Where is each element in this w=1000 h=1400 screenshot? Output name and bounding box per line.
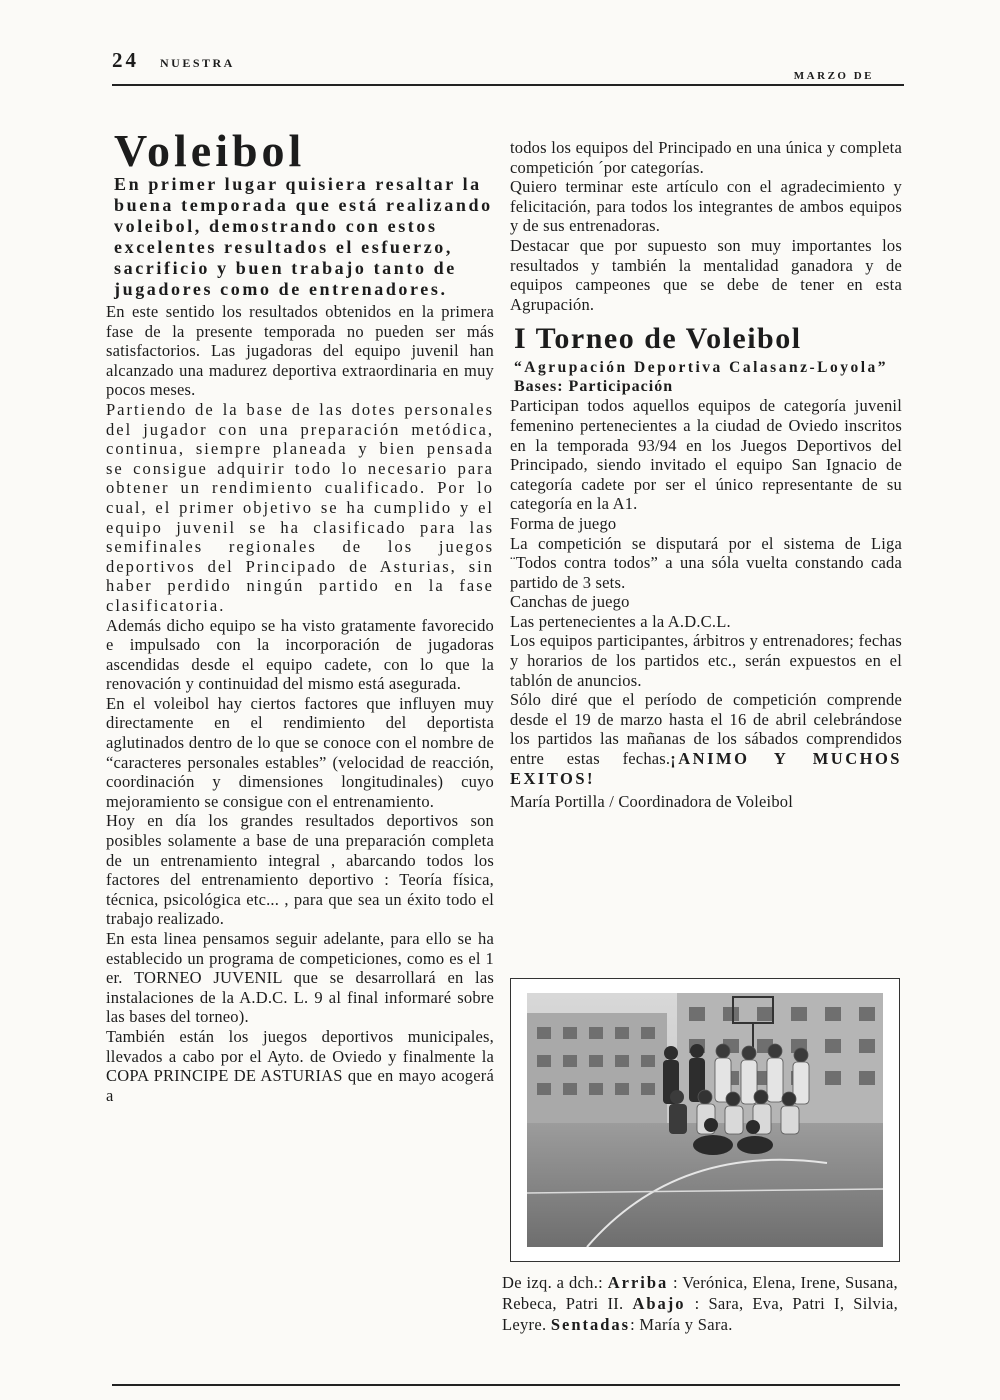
torneo-final-bold: ¡ANIMO Y MUCHOS EXITOS! <box>510 749 902 788</box>
article-paragraph: todos los equipos del Principado en una única y completa competición ´por categorías. <box>510 138 902 177</box>
article-lede: En primer lugar quisiera resaltar la buena temporada que está realizando voleibol, demostrando con estos excelentes resultados el esfuerzo, sacrificio y buen trabajo tanto de jugadores como de entrenadores. <box>114 174 493 299</box>
torneo-paragraph: La competición se disputará por el sistema de Liga ¨Todos contra todos” a una sóla vuelta constando cada partido de 3 sets. <box>510 533 902 592</box>
caption-abajo-names: : Sara, Eva, Patri I, Silvia, Leyre. <box>502 1294 898 1334</box>
torneo-heading-canchas: Canchas de juego <box>510 592 630 612</box>
photo-caption <box>502 1272 898 1335</box>
article-paragraph: También están los juegos deportivos municipales, llevados a cabo por el Ayto. de Oviedo y finalmente la COPA PRINCIPE DE ASTURIAS que en mayo acogerá a <box>106 1026 494 1105</box>
torneo-final-text: Sólo diré que el período de competición comprende desde el 19 de marzo hasta el 16 de abril celebrándose los partidos las mañanas de los sábados comprendidos entre estas fechas. <box>510 690 902 769</box>
caption-arriba-names: : Verónica, Elena, Irene, Susana, Rebeca, Patri II. <box>502 1273 898 1313</box>
article-paragraph: En esta linea pensamos seguir adelante, para ello se ha establecido un programa de competiciones, como es el 1 er. TORNEO JUVENIL que se desarrollará en las instalaciones de la A.D.C. L. 9 al final informaré sobre las bases del torneo). <box>106 929 494 1027</box>
issue-date: MARZO DE <box>793 70 874 82</box>
article-continuation <box>510 138 902 314</box>
footer-rule <box>112 1384 900 1386</box>
caption-prefix: De izq. a dch.: <box>502 1273 608 1292</box>
team-photo-image <box>527 993 883 1247</box>
page-number: 24 <box>112 48 139 72</box>
torneo-paragraph: Las pertenecientes a la A.D.C.L. <box>510 611 731 631</box>
article-paragraph: En este sentido los resultados obtenidos en la primera fase de la presente temporada no pueden ser más satisfactorios. Las jugadoras del equipo juvenil han alcanzado una madurez deportiva extraordinaria en muy pocos meses. <box>106 302 494 400</box>
caption-arriba-label: Arriba <box>607 1273 669 1292</box>
left-column <box>106 125 494 1105</box>
torneo-paragraph: Los equipos participantes, árbitros y entrenadores; fechas y horarios de los partidos etc., serán expuestos en el tablón de anuncios. <box>510 631 902 690</box>
torneo-heading-forma: Forma de juego <box>510 513 617 533</box>
publication-name: NUESTRA <box>160 56 235 70</box>
torneo-subtitle: “Agrupación Deportiva Calasanz-Loyola” <box>514 359 888 377</box>
article-paragraph: En el voleibol hay ciertos factores que influyen muy directamente en el rendimiento del deportista aglutinados dentro de lo que se conoce con el nombre de “caracteres personales estables” (velocidad de reacción, coordinación y dimensiones longitudinales) cuyo mejoramiento se consigue con el entrenamiento. <box>106 693 494 811</box>
team-photo <box>510 978 900 1262</box>
right-column <box>510 138 902 812</box>
torneo-section-heading: Bases: Participación <box>514 378 674 396</box>
torneo-signature: María Portilla / Coordinadora de Voleibol <box>510 792 794 812</box>
article-paragraph: Destacar que por supuesto son muy importantes los resultados y también la mentalidad ganadora y de equipos campeones que se debe de tener en esta Agrupación. <box>510 235 902 314</box>
torneo-paragraph: Participan todos aquellos equipos de categoría juvenil femenino pertenecientes a la ciudad de Oviedo inscritos en la temporada 93/94 en los Juegos Deportivos del Principado, siendo invitado el equipo San Ignacio de categoría cadete por ser el único representante de su categoría en la A1. <box>510 396 902 514</box>
article-paragraph: Hoy en día los grandes resultados deportivos son posibles solamente a base de una preparación completa de un entrenamiento integral , abarcando todos los factores del entrenamiento deportivo : Teoría física, técnica, psicológica etc... , para que sea un éxito todo el trabajo realizado. <box>106 811 494 929</box>
torneo-body <box>510 396 902 811</box>
header-rule <box>112 84 904 86</box>
caption-sentadas-names: : María y Sara. <box>630 1315 733 1334</box>
caption-sentadas-label: Sentadas <box>550 1315 631 1334</box>
article-paragraph: Además dicho equipo se ha visto gratamente favorecido e impulsado con la incorporación de jugadoras ascendidas desde el equipo cadete, con lo que la renovación y continuidad del mismo está asegurada. <box>106 615 494 694</box>
article-title: Voleibol <box>114 125 306 176</box>
article-paragraph: Quiero terminar este artículo con el agradecimiento y felicitación, para todos los integrantes de ambos equipos y de sus entrenadoras. <box>510 177 902 236</box>
torneo-title: I Torneo de Voleibol <box>514 322 802 356</box>
torneo-final-paragraph <box>510 690 902 788</box>
article-body <box>106 302 494 1105</box>
article-paragraph: Partiendo de la base de las dotes personales del jugador con una preparación metódica, continua, siempre planeada y bien pensada se consigue adquirir todo lo necesario para obtener un rendimiento cualificado. Por lo cual, el primer objetivo se ha cumplido y el equipo juvenil se ha clasificado para las semifinales regionales de los juegos deportivos del Principado de Asturias, sin haber perdido ningún partido en la fase clasificatoria. <box>106 399 494 615</box>
caption-abajo-label: Abajo <box>632 1294 686 1313</box>
